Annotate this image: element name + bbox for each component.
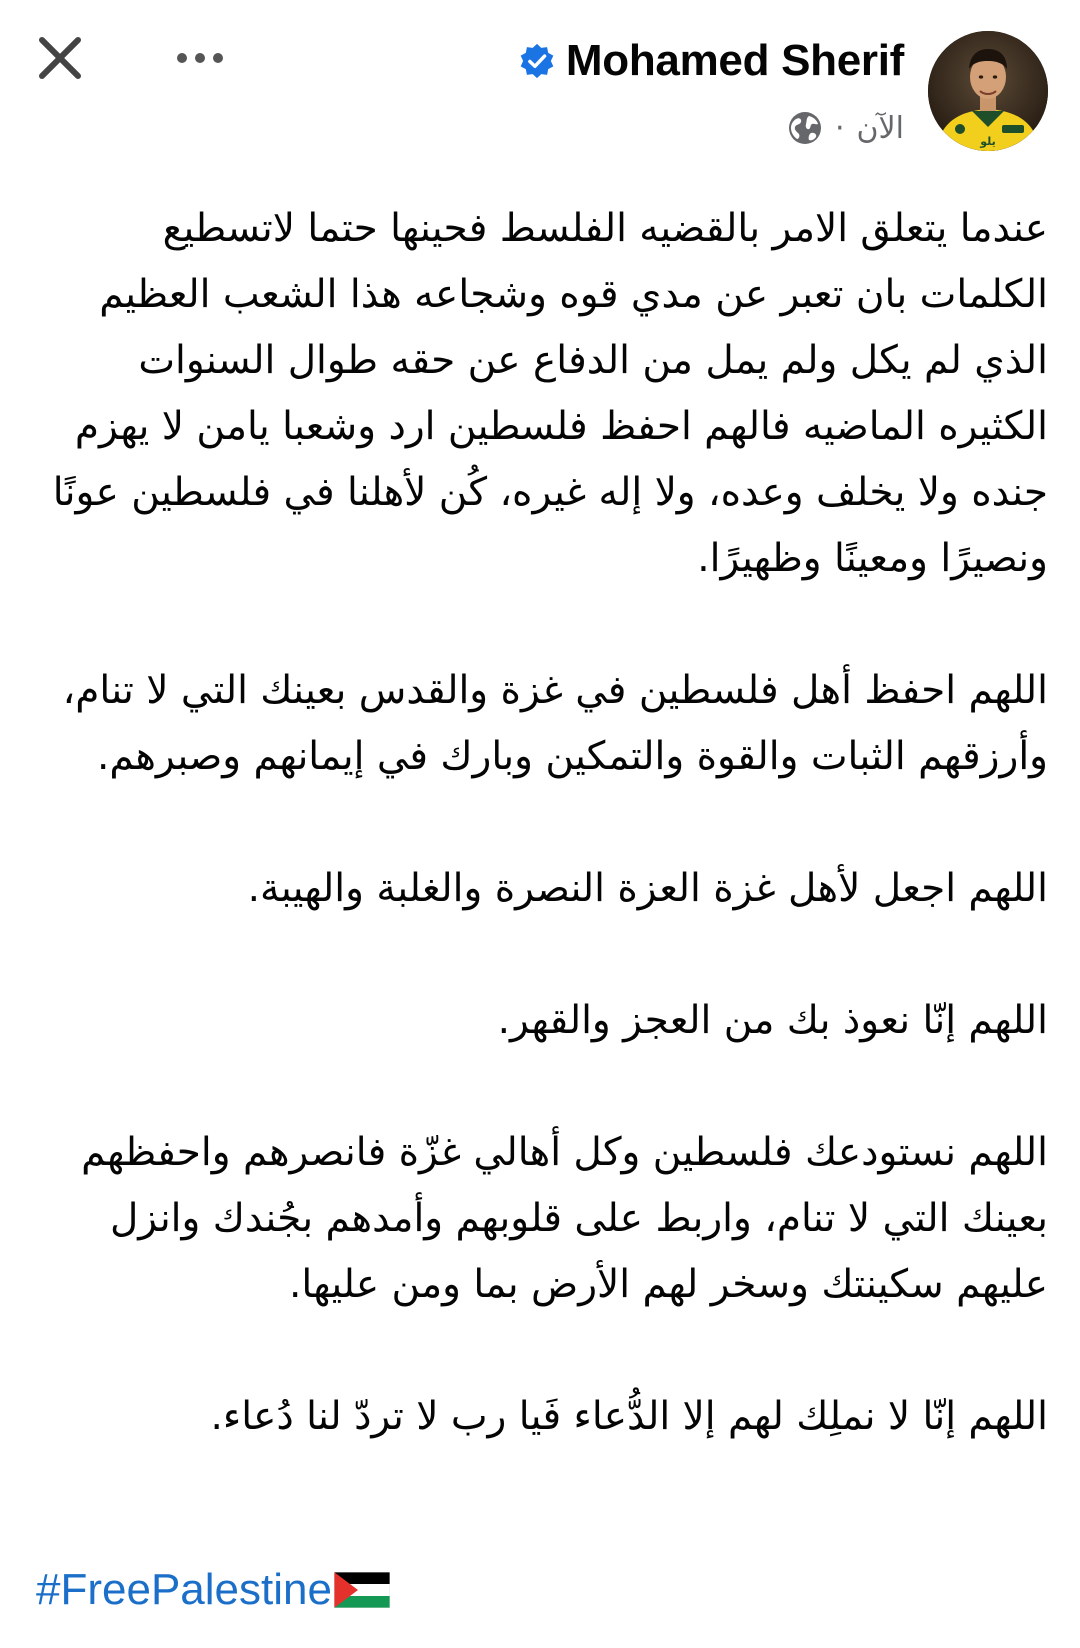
more-dots-icon: [176, 52, 224, 64]
close-icon: [38, 36, 82, 80]
post-paragraph: عندما يتعلق الامر بالقضيه الفلسط فحينها حتما لاتسطيع الكلمات بان تعبر عن مدي قوه وشجاعه هذا الشعب العظيم الذي لم يكل ولم يمل من الدفاع عن حقه طوال السنوات الكثيره الماضيه فالهم احفظ فلسطين ارد وشعبا يامن لا يهزم جنده ولا يخلف وعده، ولا إله غيره، كُن لأهلنا في فلسطين عونًا ونصيرًا ومعينًا وظهيرًا.: [52, 206, 1048, 581]
post-timestamp[interactable]: الآن: [856, 110, 904, 146]
author-row: [518, 36, 904, 86]
post-paragraph: اللهم اجعل لأهل غزة العزة النصرة والغلبة والهيبة.: [247, 866, 1048, 911]
post-paragraph: اللهم نستودعك فلسطين وكل أهالي غزّة فانصرهم واحفظهم بعينك التي لا تنام، واربط على قلوبهم وأمدهم بجُندك وانزل عليهم سكينتك وسخر لهم الأرض بما ومن عليها.: [81, 1130, 1048, 1307]
author-name[interactable]: Mohamed Sherif: [565, 36, 904, 85]
palestine-flag-icon: [334, 1572, 390, 1608]
post-paragraph: اللهم إنّا لا نملِك لهم إلا الدُّعاء فَيا رب لا تردّ لنا دُعاء.: [210, 1394, 1048, 1439]
post-paragraph: اللهم إنّا نعوذ بك من العجز والقهر.: [497, 998, 1048, 1043]
globe-icon: [787, 110, 823, 146]
avatar-photo: [928, 31, 1048, 151]
jersey-sponsor-text: يلو: [980, 135, 996, 148]
meta-separator: ·: [834, 110, 845, 146]
close-button[interactable]: [32, 30, 88, 86]
hashtag-row: [36, 1565, 390, 1615]
post-paragraph: اللهم احفظ أهل فلسطين في غزة والقدس بعينك التي لا تنام، وأرزقهم الثبات والقوة والتمكين وبارك في إيمانهم وصبرهم.: [62, 668, 1048, 779]
post-meta: [787, 110, 904, 146]
verified-badge-icon: [518, 42, 556, 80]
hashtag-link[interactable]: #FreePalestine: [36, 1565, 332, 1614]
more-options-button[interactable]: [170, 38, 230, 78]
avatar[interactable]: [928, 31, 1048, 151]
post-body: [36, 196, 1048, 1450]
post-header: [0, 0, 1080, 160]
